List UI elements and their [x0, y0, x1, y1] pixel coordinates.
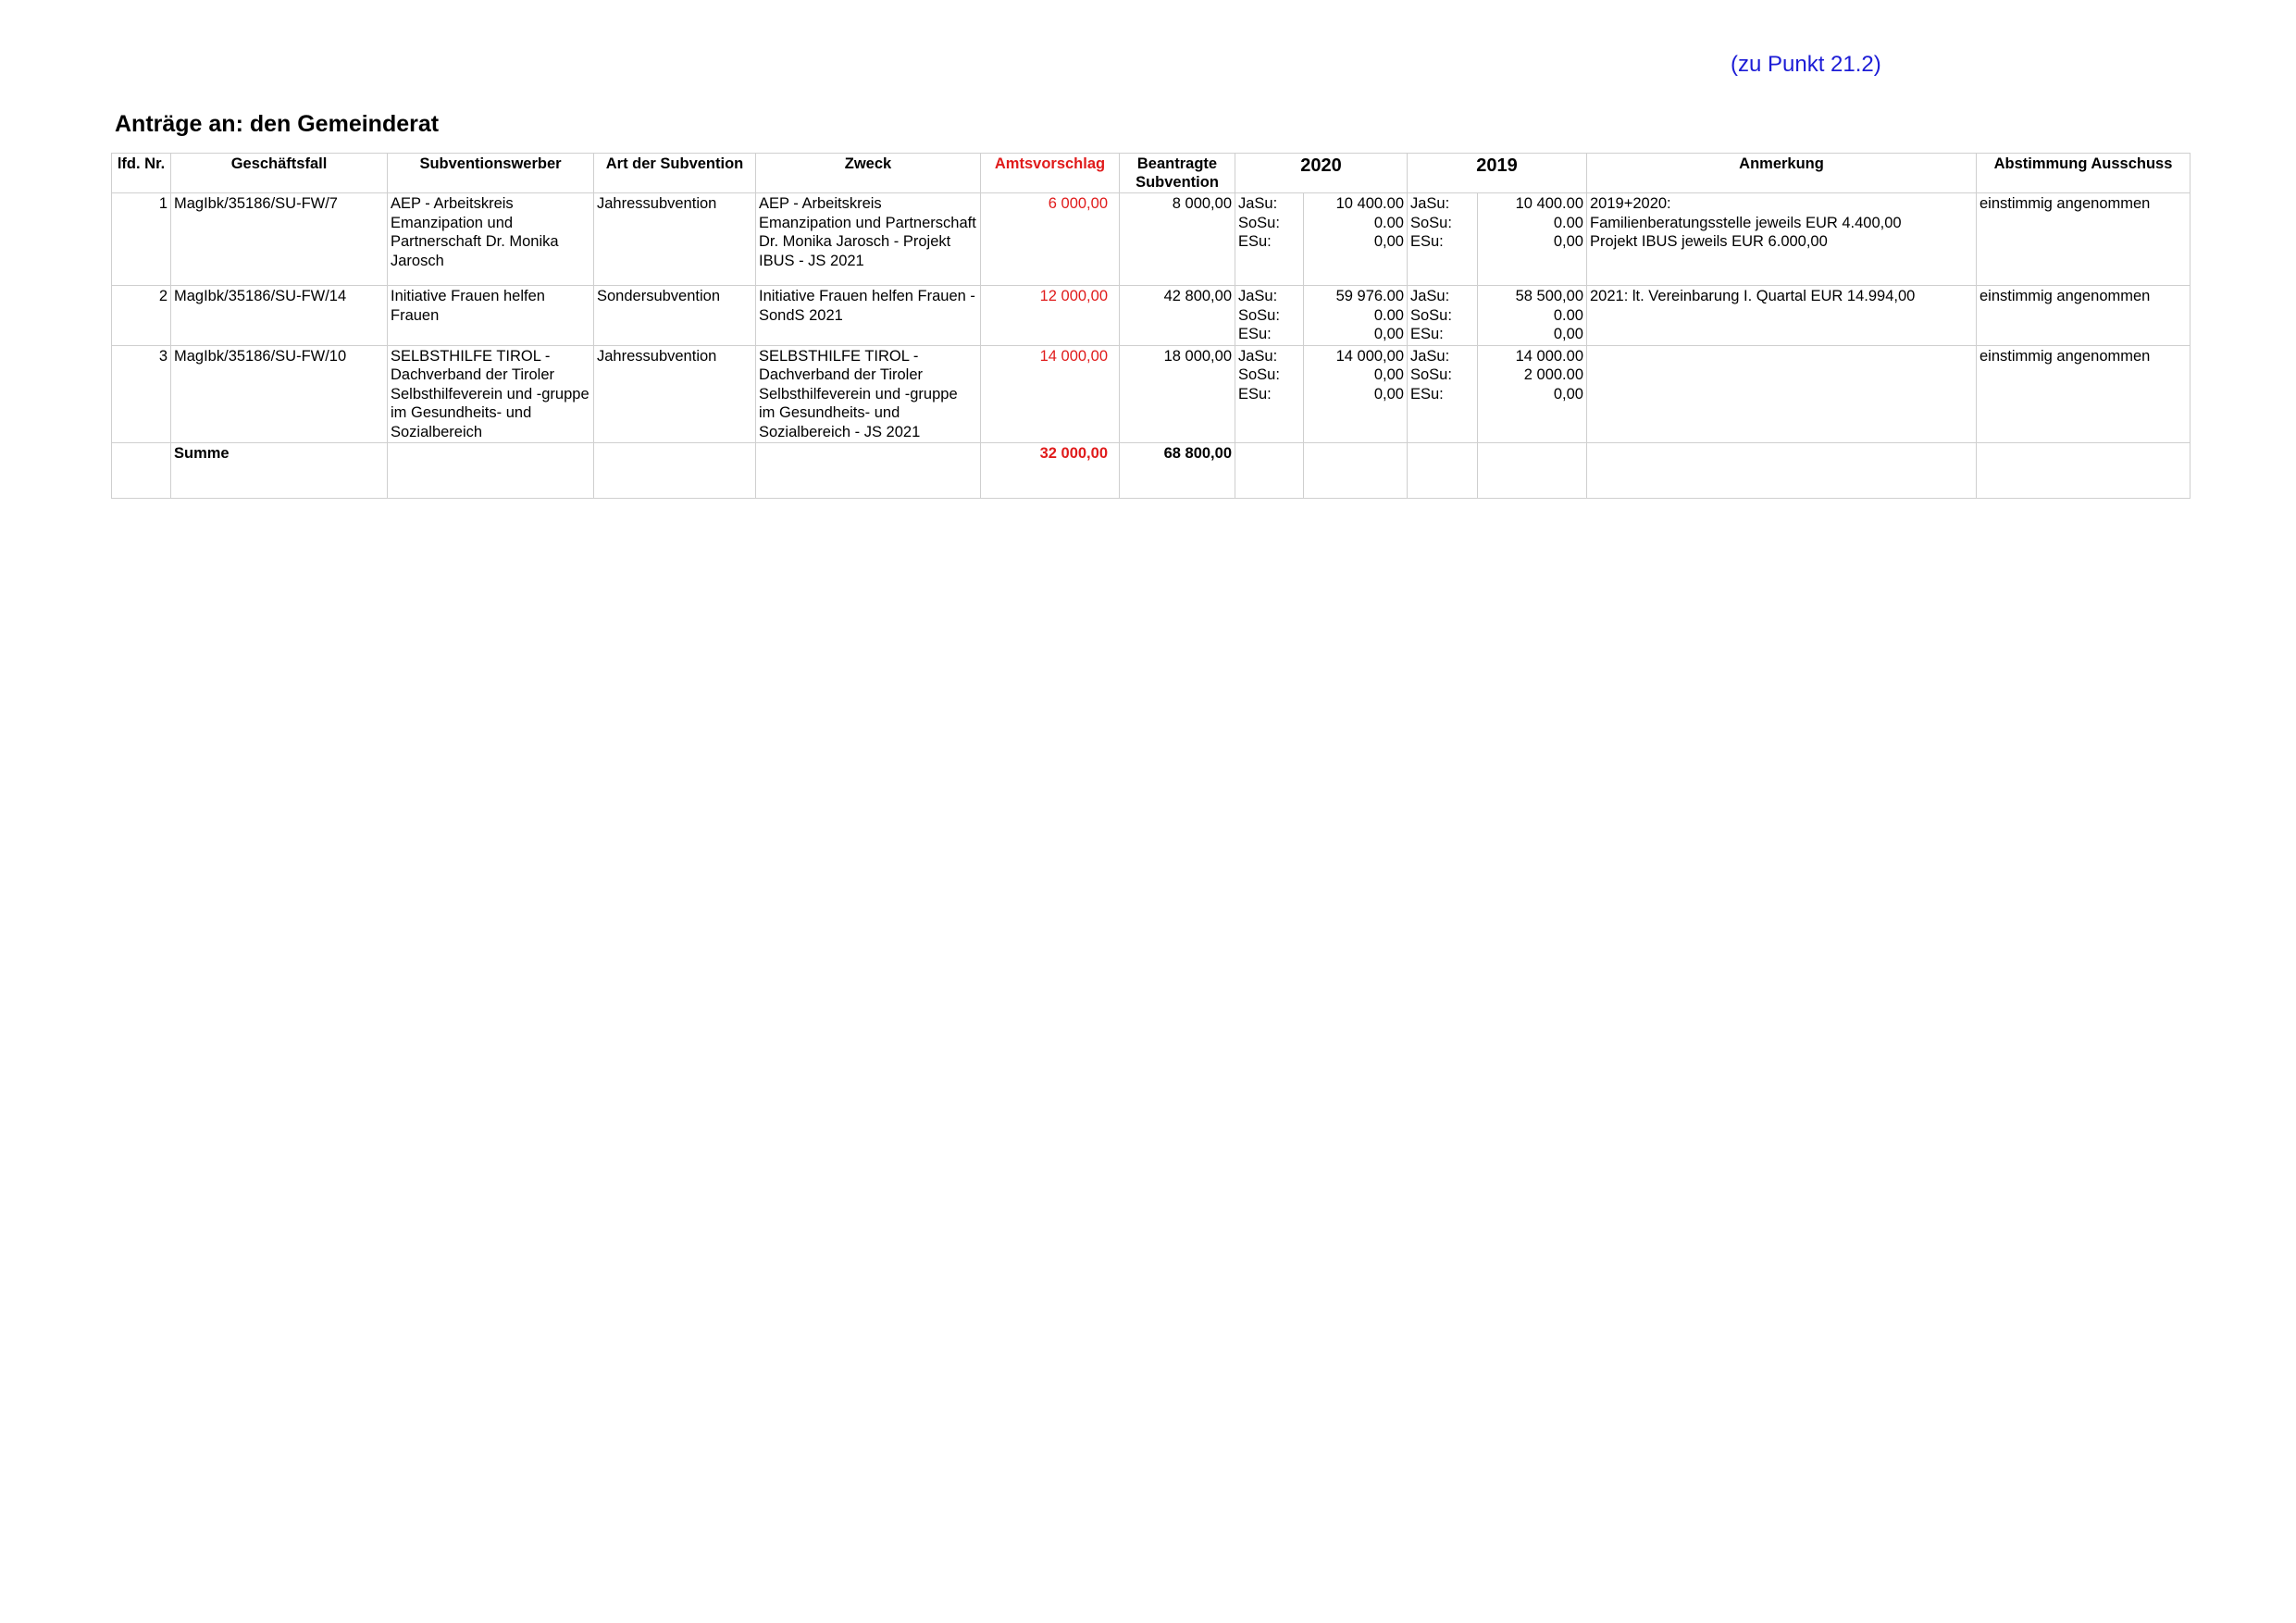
row-2020-labels — [1235, 286, 1304, 346]
value-jasu: 10 400.00 — [1515, 195, 1583, 212]
label-esu: ESu: — [1410, 233, 1444, 250]
label-sosu: SoSu: — [1410, 214, 1452, 231]
row-art: Sondersubvention — [594, 286, 756, 346]
value-jasu: 58 500,00 — [1515, 288, 1583, 304]
label-jasu: JaSu: — [1238, 195, 1278, 212]
value-jasu: 14 000,00 — [1335, 347, 1404, 365]
table-row — [112, 286, 2191, 346]
summe-row — [112, 443, 2191, 499]
row-geschaeftsfall: MagIbk/35186/SU-FW/7 — [171, 193, 388, 286]
row-zweck: SELBSTHILFE TIROL - Dachverband der Tiroler Selbsthilfeverein und -gruppe im Gesundheits- und Sozialbereich - JS 2021 — [756, 345, 981, 443]
col-header-geschaeftsfall: Geschäftsfall — [171, 154, 388, 193]
row-2020-labels — [1235, 193, 1304, 286]
label-jasu: JaSu: — [1410, 288, 1450, 304]
label-jasu: JaSu: — [1238, 347, 1278, 365]
label-sosu: SoSu: — [1238, 306, 1280, 324]
value-esu: 0,00 — [1553, 233, 1583, 250]
row-amtsvorschlag: 6 000,00 — [981, 193, 1120, 286]
label-sosu: SoSu: — [1238, 366, 1280, 383]
row-2019-labels — [1408, 193, 1478, 286]
row-werber: Initiative Frauen helfen Frauen — [388, 286, 594, 346]
row-zweck: AEP - Arbeitskreis Emanzipation und Partnerschaft Dr. Monika Jarosch - Projekt IBUS - JS 2021 — [756, 193, 981, 286]
label-esu: ESu: — [1238, 385, 1272, 403]
row-2020-values — [1304, 345, 1408, 443]
summe-empty — [1235, 443, 1304, 499]
row-2019-labels — [1408, 286, 1478, 346]
summe-empty — [1587, 443, 1977, 499]
summe-empty — [756, 443, 981, 499]
summe-empty — [594, 443, 756, 499]
value-esu: 0,00 — [1373, 385, 1404, 403]
col-header-amtsvorschlag: Amtsvorschlag — [981, 154, 1120, 193]
label-sosu: SoSu: — [1410, 366, 1452, 383]
col-header-art: Art der Subvention — [594, 154, 756, 193]
summe-amtsvorschlag: 32 000,00 — [981, 443, 1120, 499]
row-2019-values — [1478, 345, 1587, 443]
label-jasu: JaSu: — [1238, 288, 1278, 304]
value-sosu: 0.00 — [1553, 306, 1583, 324]
value-sosu: 2 000.00 — [1523, 366, 1583, 383]
col-header-nr: lfd. Nr. — [112, 154, 171, 193]
row-2019-values — [1478, 193, 1587, 286]
value-sosu: 0,00 — [1373, 366, 1404, 383]
anmerkung-line: 2019+2020: — [1590, 195, 1671, 212]
value-sosu: 0.00 — [1373, 306, 1404, 324]
row-anmerkung — [1587, 345, 1977, 443]
row-2019-values — [1478, 286, 1587, 346]
value-esu: 0,00 — [1373, 233, 1404, 250]
row-werber: AEP - Arbeitskreis Emanzipation und Partnerschaft Dr. Monika Jarosch — [388, 193, 594, 286]
value-esu: 0,00 — [1373, 326, 1404, 342]
label-jasu: JaSu: — [1410, 347, 1450, 365]
label-esu: ESu: — [1410, 326, 1444, 342]
row-2020-values — [1304, 286, 1408, 346]
row-art: Jahressubvention — [594, 345, 756, 443]
row-beantragte: 42 800,00 — [1120, 286, 1235, 346]
item-reference: (zu Punkt 21.2) — [1731, 52, 1881, 77]
summe-empty — [1977, 443, 2191, 499]
summe-empty — [1408, 443, 1478, 499]
row-2020-values — [1304, 193, 1408, 286]
row-amtsvorschlag: 14 000,00 — [981, 345, 1120, 443]
row-abstimmung: einstimmig angenommen — [1977, 286, 2191, 346]
row-2020-labels — [1235, 345, 1304, 443]
label-sosu: SoSu: — [1410, 306, 1452, 324]
label-esu: ESu: — [1238, 326, 1272, 342]
col-header-werber: Subventionswerber — [388, 154, 594, 193]
col-header-2020: 2020 — [1235, 154, 1408, 193]
anmerkung-line: Projekt IBUS jeweils EUR 6.000,00 — [1590, 233, 1828, 250]
value-jasu: 14 000.00 — [1515, 347, 1583, 365]
row-geschaeftsfall: MagIbk/35186/SU-FW/14 — [171, 286, 388, 346]
table-row — [112, 345, 2191, 443]
row-amtsvorschlag: 12 000,00 — [981, 286, 1120, 346]
col-header-abstimmung: Abstimmung Ausschuss — [1977, 154, 2191, 193]
value-jasu: 10 400.00 — [1335, 195, 1404, 212]
summe-empty — [1478, 443, 1587, 499]
row-2019-labels — [1408, 345, 1478, 443]
anmerkung-line: Familienberatungsstelle jeweils EUR 4.400,00 — [1590, 214, 1902, 231]
label-esu: ESu: — [1410, 385, 1444, 403]
label-esu: ESu: — [1238, 233, 1272, 250]
summe-beantragte: 68 800,00 — [1120, 443, 1235, 499]
value-esu: 0,00 — [1553, 326, 1583, 342]
row-zweck: Initiative Frauen helfen Frauen - SondS 2021 — [756, 286, 981, 346]
summe-empty — [112, 443, 171, 499]
row-beantragte: 18 000,00 — [1120, 345, 1235, 443]
anmerkung-line: 2021: lt. Vereinbarung I. Quartal EUR 14.994,00 — [1590, 288, 1916, 304]
row-beantragte: 8 000,00 — [1120, 193, 1235, 286]
summe-empty — [388, 443, 594, 499]
value-sosu: 0.00 — [1373, 214, 1404, 231]
row-anmerkung — [1587, 193, 1977, 286]
row-nr: 1 — [112, 193, 171, 286]
row-anmerkung — [1587, 286, 1977, 346]
row-werber: SELBSTHILFE TIROL - Dachverband der Tiroler Selbsthilfeverein und -gruppe im Gesundheits- und Sozialbereich — [388, 345, 594, 443]
subsidy-table — [111, 153, 2191, 499]
value-jasu: 59 976.00 — [1335, 288, 1404, 304]
col-header-2019: 2019 — [1408, 154, 1587, 193]
row-nr: 3 — [112, 345, 171, 443]
summe-empty — [1304, 443, 1408, 499]
value-esu: 0,00 — [1553, 385, 1583, 403]
row-nr: 2 — [112, 286, 171, 346]
row-abstimmung: einstimmig angenommen — [1977, 345, 2191, 443]
page-title: Anträge an: den Gemeinderat — [115, 111, 440, 137]
value-sosu: 0.00 — [1553, 214, 1583, 231]
summe-label: Summe — [171, 443, 388, 499]
col-header-anmerkung: Anmerkung — [1587, 154, 1977, 193]
label-sosu: SoSu: — [1238, 214, 1280, 231]
label-jasu: JaSu: — [1410, 195, 1450, 212]
row-geschaeftsfall: MagIbk/35186/SU-FW/10 — [171, 345, 388, 443]
col-header-zweck: Zweck — [756, 154, 981, 193]
header-row — [112, 154, 2191, 193]
col-header-beantragte: Beantragte Subvention — [1120, 154, 1235, 193]
row-abstimmung: einstimmig angenommen — [1977, 193, 2191, 286]
row-art: Jahressubvention — [594, 193, 756, 286]
table-row — [112, 193, 2191, 286]
